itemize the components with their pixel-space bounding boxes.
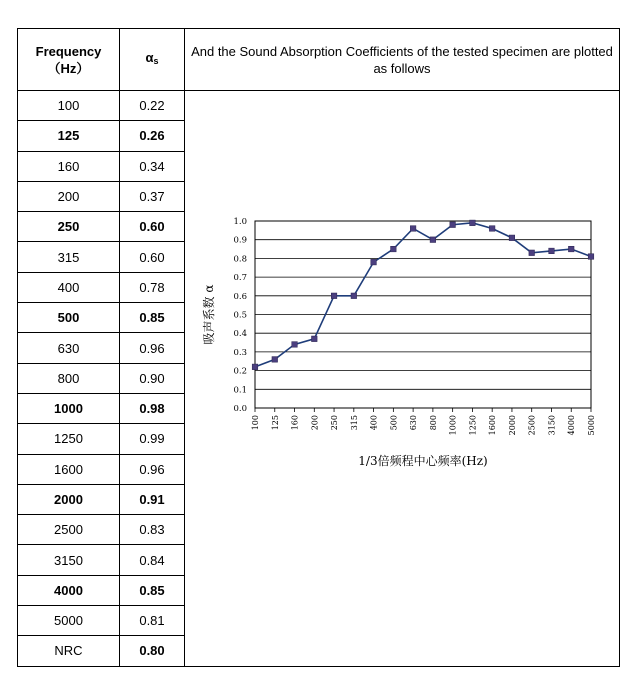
alpha-cell: 0.99 — [120, 424, 185, 454]
frequency-cell: 1000 — [18, 393, 120, 423]
frequency-cell: 250 — [18, 212, 120, 242]
data-point — [252, 364, 258, 370]
data-point — [489, 226, 495, 232]
data-point — [430, 237, 436, 243]
x-tick-label: 250 — [330, 415, 340, 431]
data-point — [509, 235, 515, 241]
absorption-table — [17, 28, 620, 667]
alpha-header — [120, 29, 185, 91]
y-axis-label: 吸声系数 α — [202, 284, 216, 345]
y-tick-label: 0.0 — [233, 404, 247, 414]
data-point — [529, 250, 535, 256]
x-tick-label: 800 — [428, 415, 438, 431]
frequency-cell: 200 — [18, 181, 120, 211]
y-tick-label: 0.7 — [233, 273, 247, 284]
x-tick-label: 100 — [251, 415, 260, 431]
absorption-chart — [185, 91, 621, 496]
frequency-cell: 2500 — [18, 515, 120, 545]
frequency-cell: NRC — [18, 636, 120, 666]
data-point — [549, 248, 555, 254]
data-point — [272, 357, 278, 363]
alpha-cell: 0.85 — [120, 303, 185, 333]
frequency-cell: 800 — [18, 363, 120, 393]
x-tick-label: 125 — [270, 415, 280, 431]
y-tick-label: 0.6 — [233, 291, 247, 302]
x-tick-label: 1600 — [488, 415, 498, 436]
x-tick-label: 3150 — [547, 415, 557, 436]
alpha-cell: 0.60 — [120, 242, 185, 272]
frequency-header — [18, 29, 120, 91]
x-tick-label: 160 — [290, 415, 300, 431]
data-point — [351, 293, 357, 299]
header-row — [18, 29, 620, 91]
data-point — [391, 246, 397, 252]
alpha-cell: 0.37 — [120, 181, 185, 211]
y-tick-label: 0.4 — [233, 329, 247, 340]
x-tick-label: 1000 — [448, 415, 458, 436]
alpha-cell: 0.98 — [120, 393, 185, 423]
alpha-cell: 0.96 — [120, 333, 185, 363]
frequency-header-unit: （Hz） — [47, 60, 90, 76]
alpha-cell: 0.78 — [120, 272, 185, 302]
y-tick-label: 0.2 — [233, 366, 247, 377]
y-tick-label: 0.3 — [233, 347, 247, 358]
chart-svg — [185, 91, 621, 491]
alpha-cell: 0.34 — [120, 151, 185, 181]
alpha-cell: 0.90 — [120, 363, 185, 393]
y-tick-label: 0.9 — [233, 235, 247, 246]
alpha-cell: 0.80 — [120, 636, 185, 666]
x-tick-label: 630 — [409, 415, 419, 431]
frequency-cell: 1250 — [18, 424, 120, 454]
frequency-cell: 4000 — [18, 575, 120, 605]
data-point — [470, 220, 476, 226]
x-axis-label: 1/3倍频程中心频率(Hz) — [358, 454, 488, 468]
alpha-cell: 0.91 — [120, 484, 185, 514]
alpha-cell: 0.83 — [120, 515, 185, 545]
frequency-cell: 500 — [18, 303, 120, 333]
alpha-symbol: α — [145, 50, 154, 65]
data-point — [311, 336, 317, 342]
alpha-cell: 0.84 — [120, 545, 185, 575]
x-tick-label: 500 — [389, 415, 399, 431]
x-tick-label: 200 — [310, 415, 320, 431]
data-point — [292, 342, 298, 348]
frequency-cell: 2000 — [18, 484, 120, 514]
x-tick-label: 2000 — [507, 415, 517, 436]
results-sheet — [17, 28, 620, 665]
alpha-cell: 0.85 — [120, 575, 185, 605]
frequency-cell: 315 — [18, 242, 120, 272]
data-point — [450, 222, 456, 228]
data-point — [410, 226, 416, 232]
frequency-cell: 160 — [18, 151, 120, 181]
frequency-cell: 630 — [18, 333, 120, 363]
data-point — [588, 254, 594, 260]
series-line — [255, 223, 591, 367]
x-tick-label: 315 — [349, 415, 359, 431]
x-tick-label: 400 — [369, 415, 379, 431]
y-tick-label: 0.8 — [233, 254, 247, 265]
frequency-cell: 5000 — [18, 606, 120, 636]
y-tick-label: 0.1 — [233, 385, 247, 396]
alpha-cell: 0.22 — [120, 91, 185, 121]
frequency-cell: 100 — [18, 91, 120, 121]
chart-caption: And the Sound Absorption Coefficients of the tested specimen are plotted as follows — [185, 29, 620, 91]
frequency-cell: 400 — [18, 272, 120, 302]
frequency-cell: 1600 — [18, 454, 120, 484]
alpha-subscript: s — [153, 56, 159, 66]
alpha-cell: 0.81 — [120, 606, 185, 636]
x-tick-label: 2500 — [527, 415, 537, 436]
frequency-header-label: Frequency — [35, 43, 102, 59]
alpha-cell: 0.96 — [120, 454, 185, 484]
data-point — [331, 293, 337, 299]
y-tick-label: 1.0 — [233, 217, 247, 227]
frequency-cell: 3150 — [18, 545, 120, 575]
chart-cell — [185, 91, 620, 667]
table-row — [18, 91, 620, 121]
frequency-cell: 125 — [18, 121, 120, 151]
alpha-cell: 0.26 — [120, 121, 185, 151]
data-point — [371, 259, 377, 265]
x-tick-label: 4000 — [567, 415, 577, 436]
alpha-cell: 0.60 — [120, 212, 185, 242]
x-tick-label: 5000 — [587, 415, 596, 436]
data-point — [568, 246, 574, 252]
y-tick-label: 0.5 — [233, 310, 247, 321]
x-tick-label: 1250 — [468, 415, 478, 436]
